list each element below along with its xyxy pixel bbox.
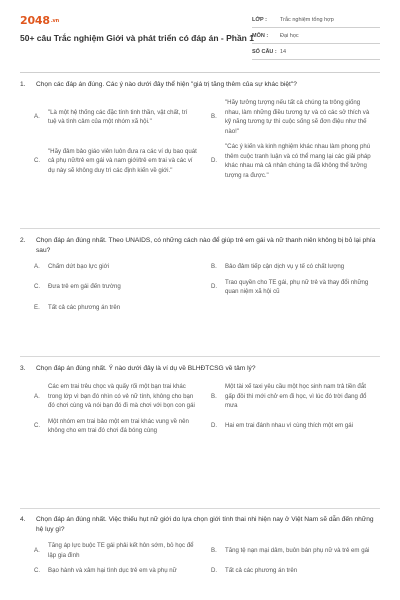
option-letter: D.: [211, 567, 218, 574]
question-text: [20, 515, 380, 535]
option-letter: D.: [211, 422, 218, 430]
question-text: [20, 236, 380, 256]
option-text: "Các ý kiến và kinh nghiệm khác nhau làm phong phú thêm cuộc tranh luận và có thể mang lại các giải pháp khác nhau mà cả nhân chúng ta đã không thể tưởng tượng ra được.": [225, 143, 371, 179]
meta-row-class: [252, 12, 380, 28]
question-body: Chọn đáp án đúng nhất. Theo UNAIDS, có những cách nào để giúp trẻ em gái và nữ thanh niên không bị bỏ lại phía sau?: [36, 237, 376, 254]
document-header: [0, 0, 400, 64]
option-letter: A.: [34, 263, 40, 270]
meta-label: MÔN :: [252, 32, 269, 39]
option-letter: B.: [211, 263, 217, 270]
option-b[interactable]: [211, 98, 380, 136]
option-letter: A.: [34, 546, 40, 554]
option-letter: B.: [211, 546, 217, 554]
option-c[interactable]: [34, 278, 203, 297]
option-text: Một nhóm em trai bảo một em trai khác vung về nên không cho em trai đó chơi đá bóng cùng: [48, 417, 189, 434]
question-options: [34, 262, 380, 312]
meta-label: SỐ CÂU :: [252, 48, 277, 55]
header-divider: [20, 72, 380, 73]
question-number: 1.: [20, 81, 26, 88]
option-c[interactable]: [34, 142, 203, 180]
option-a[interactable]: [34, 98, 203, 136]
question-options: [34, 98, 380, 180]
question-number: 4.: [20, 516, 26, 523]
option-b[interactable]: [211, 541, 380, 560]
option-a[interactable]: [34, 262, 203, 272]
logo-main-text: 2048: [20, 14, 50, 27]
option-letter: A.: [34, 392, 40, 400]
option-text: Bảo đảm tiếp cận dịch vụ y tế có chất lượng: [225, 263, 345, 270]
question-number: 2.: [20, 237, 26, 244]
question-text: [20, 364, 380, 374]
question-number: 3.: [20, 365, 26, 372]
question-separator: [20, 228, 380, 229]
question-separator: [20, 508, 380, 509]
option-text: Chấm dứt bạo lực giới: [48, 263, 109, 270]
meta-value: Trắc nghiệm tổng hợp: [280, 16, 334, 23]
option-letter: A.: [34, 113, 40, 121]
option-text: Đưa trẻ em gái đến trường: [48, 283, 121, 291]
meta-row-subject: [252, 28, 380, 44]
question-separator: [20, 356, 380, 357]
question-body: Chọn đáp án đúng nhất. Việc thiếu hụt nữ giới do lựa chọn giới tính thai nhi hiện nay ở Việt Nam sẽ dẫn đến những hệ lụy gì?: [36, 516, 374, 533]
option-letter: B.: [211, 392, 217, 400]
option-text: Một tài xế taxi yêu cầu một học sinh nam trả tiền đắt gấp đôi thì mới chở em đi học, vì lúc đó trời đang đổ mưa: [225, 383, 367, 409]
option-letter: C.: [34, 422, 41, 430]
option-text: "Hãy tưởng tượng nếu tất cả chúng ta trông giống nhau, làm những điều tương tự và có các sở thích và kỹ năng tương tự thì cuộc sống sẽ đơn điệu như thế nào!": [225, 99, 370, 135]
option-text: Tăng tệ nạn mại dâm, buôn bán phụ nữ và trẻ em gái: [225, 546, 370, 554]
option-d[interactable]: [211, 566, 380, 576]
question-1: [20, 80, 380, 180]
option-text: Tăng áp lực buộc TE gái phải kết hôn sớm, bỏ học để lập gia đình: [48, 542, 194, 559]
question-text: [20, 80, 380, 90]
option-text: "Là một hệ thống các đặc tính tinh thần, vật chất, trí tuệ và tình cảm của một nhóm xã hội.": [48, 108, 188, 125]
meta-table: [252, 12, 380, 60]
option-a[interactable]: [34, 541, 203, 560]
site-logo[interactable]: [20, 14, 59, 27]
question-options: [34, 541, 380, 576]
option-c[interactable]: [34, 417, 203, 436]
option-text: Trao quyền cho TE gái, phụ nữ trẻ và thay đổi những quan niệm xã hội cũ: [225, 278, 369, 295]
option-c[interactable]: [34, 566, 203, 576]
question-3: [20, 364, 380, 436]
option-d[interactable]: [211, 417, 380, 436]
option-e[interactable]: [34, 303, 203, 313]
option-text: Bạo hành và xâm hại tình dục trẻ em và phụ nữ: [48, 567, 177, 574]
option-letter: C.: [34, 567, 41, 574]
logo-sub-text: .vn: [50, 18, 59, 24]
document-title: 50+ câu Trắc nghiệm Giới và phát triển có đáp án - Phần 1: [20, 33, 254, 43]
option-letter: C.: [34, 157, 41, 165]
question-2: [20, 236, 380, 312]
option-a[interactable]: [34, 382, 203, 411]
option-b[interactable]: [211, 382, 380, 411]
meta-value: 14: [280, 48, 287, 55]
meta-label: LỚP :: [252, 16, 267, 23]
option-b[interactable]: [211, 262, 380, 272]
meta-value: Đại học: [280, 32, 299, 39]
option-letter: B.: [211, 113, 217, 121]
option-text: "Hãy đảm bảo giáo viên luôn đưa ra các ví dụ bao quát cả phụ nữ/trẻ em gái và nam giới/trẻ em trai và các ví dụ này sẽ không duy trì các định kiến về giới.": [48, 147, 197, 174]
question-options: [34, 382, 380, 436]
option-text: Hai em trai đánh nhau vì cùng thích một em gái: [225, 422, 354, 430]
meta-row-count: [252, 44, 380, 60]
question-4: [20, 515, 380, 576]
option-letter: D.: [211, 283, 218, 291]
option-d[interactable]: [211, 278, 380, 297]
option-letter: E.: [34, 303, 40, 311]
question-body: Chọn các đáp án đúng. Các ý nào dưới đây thể hiện "giá trị tăng thêm của sự khác biệt"?: [36, 81, 297, 88]
option-letter: D.: [211, 157, 218, 165]
option-text: Tất cả các phương án trên: [225, 567, 298, 574]
option-text: Tất cả các phương án trên: [48, 303, 121, 311]
option-d[interactable]: [211, 142, 380, 180]
option-letter: C.: [34, 283, 41, 291]
question-body: Chọn đáp án đúng nhất. Ý nào dưới đây là ví dụ về BLHĐTCSG về tâm lý?: [36, 365, 256, 372]
option-text: Các em trai trêu chọc và quấy rối một bạn trai khác trong lớp vì bạn đó nhìn có vẻ nữ tính, không cho bạn đó chơi cùng và nói bạn đó đi mà chơi với bọn con gái: [48, 383, 195, 409]
